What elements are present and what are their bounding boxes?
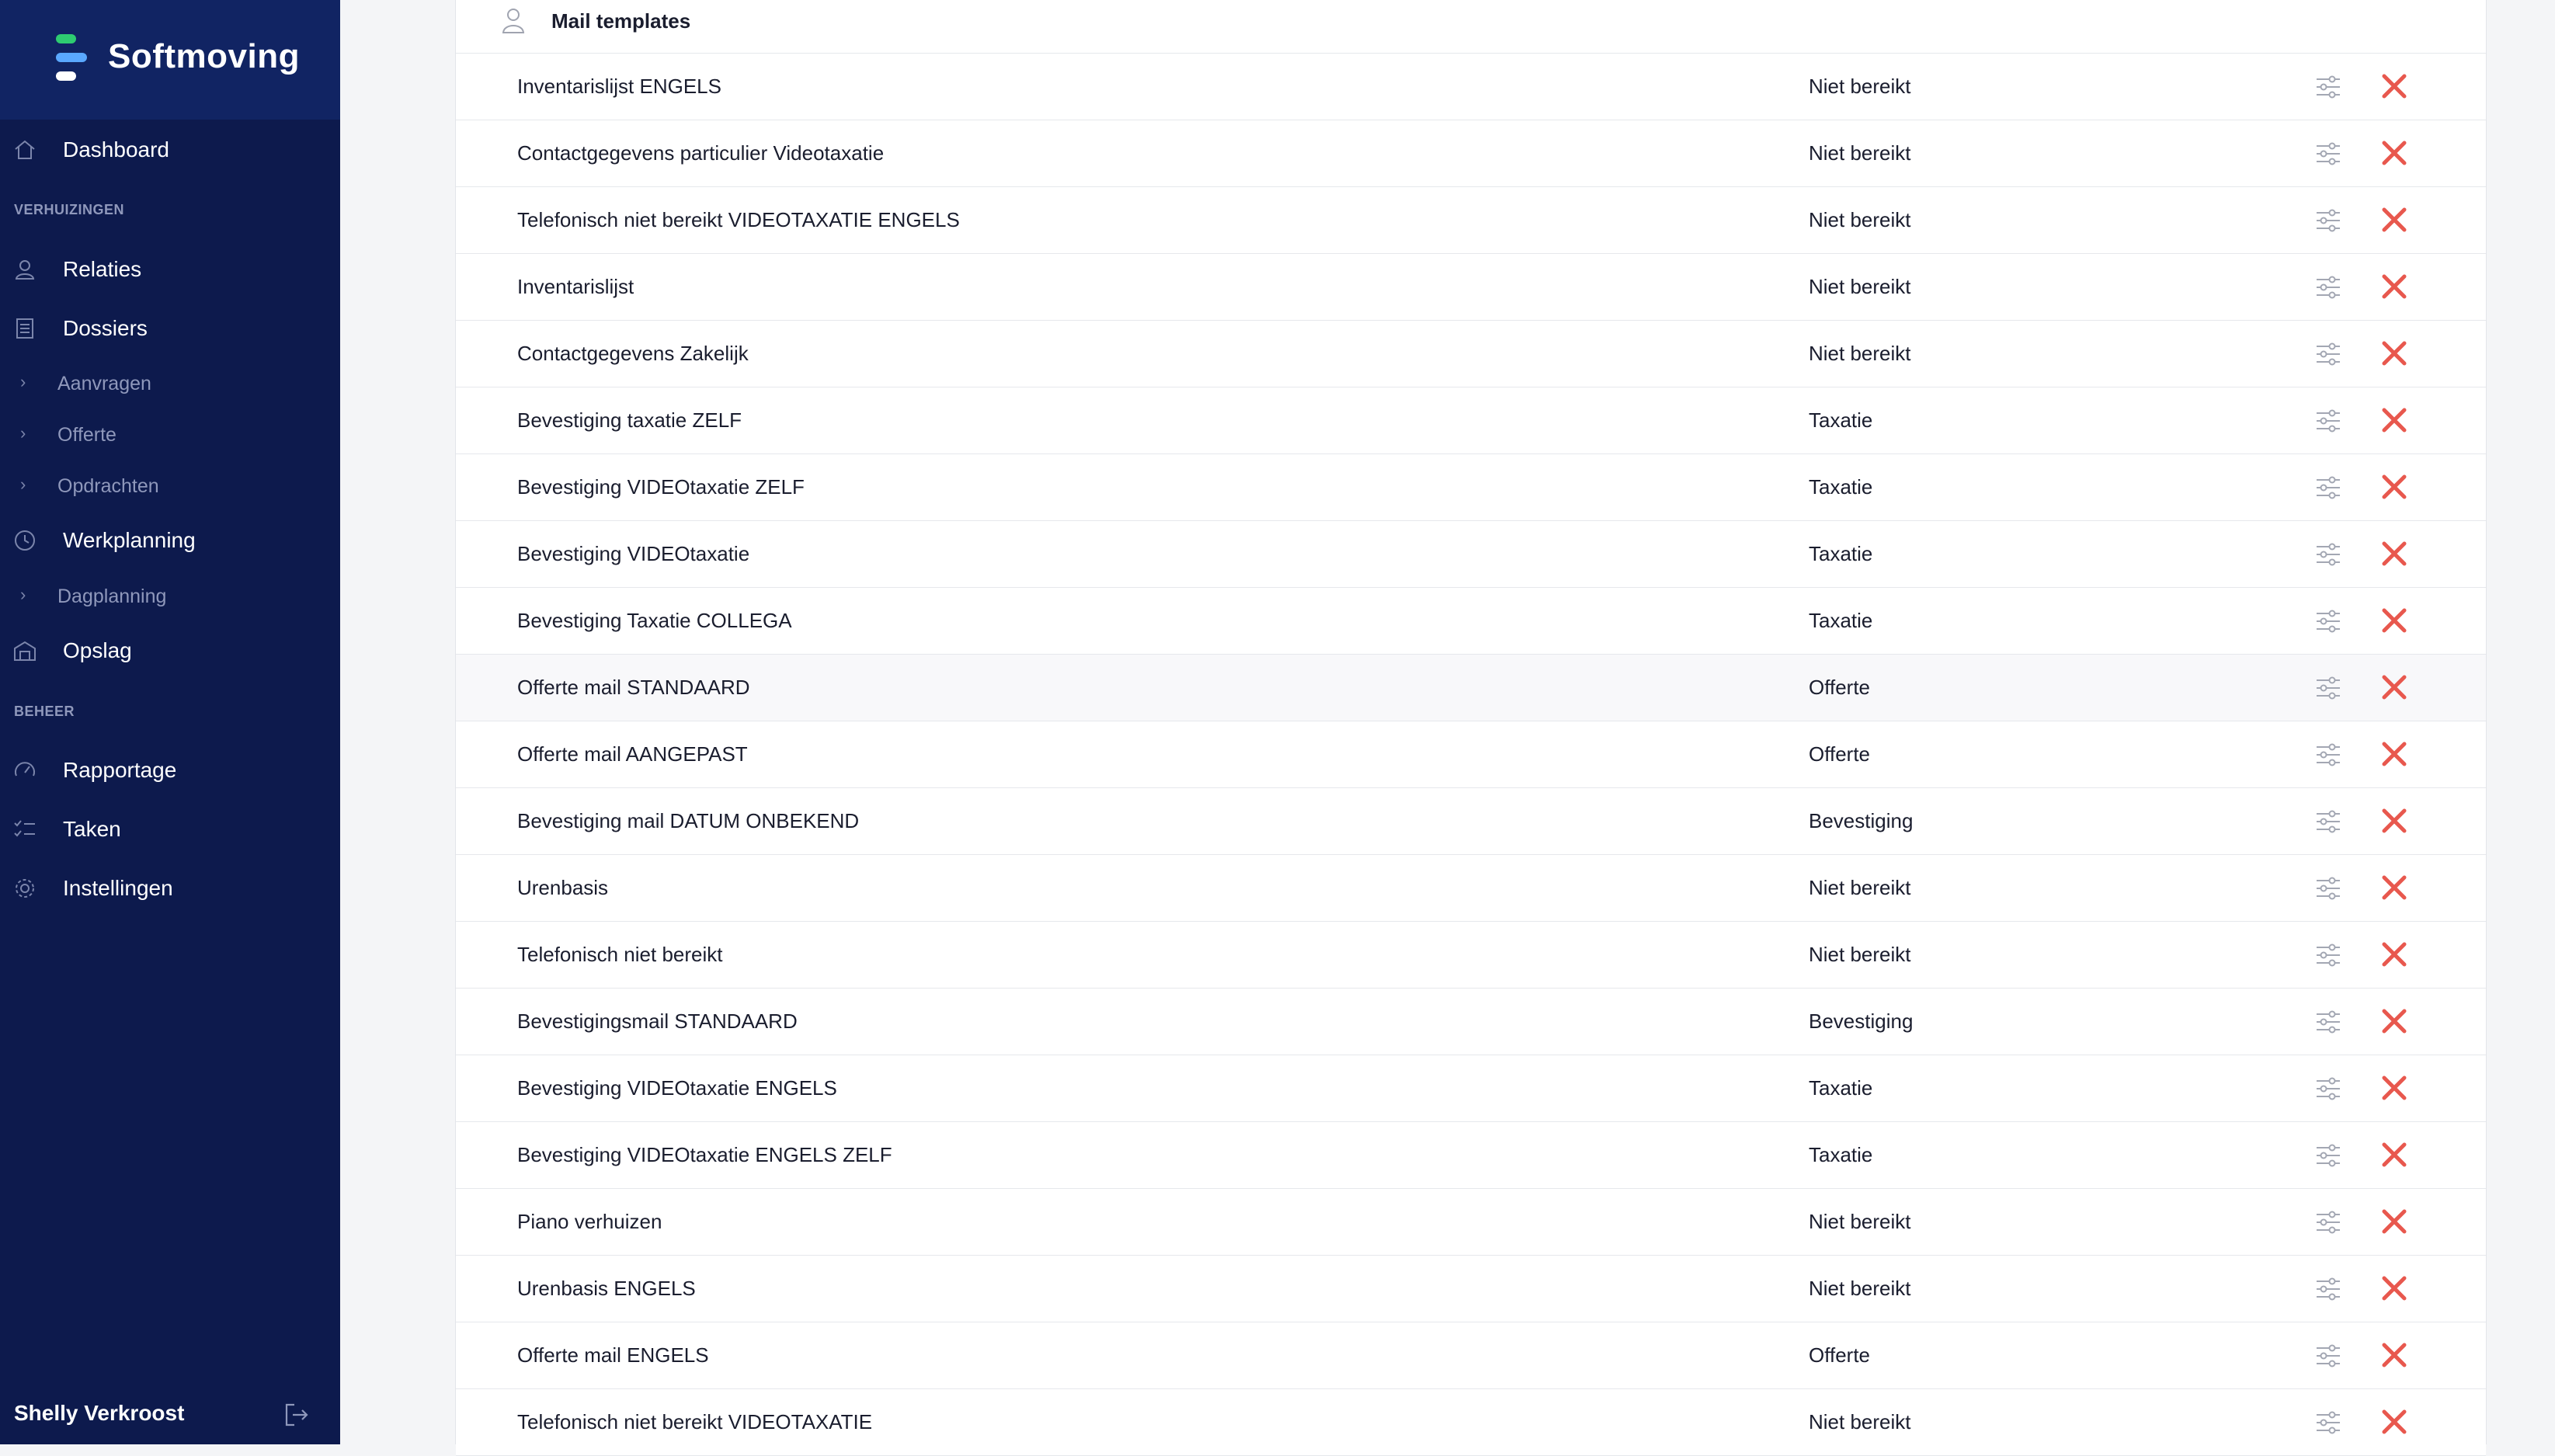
template-category: Taxatie — [1809, 609, 1873, 632]
template-name: Bevestiging mail DATUM ONBEKEND — [517, 809, 860, 832]
table-row[interactable] — [456, 588, 2486, 655]
settings-sliders-icon[interactable] — [2315, 541, 2341, 568]
logout-icon[interactable] — [283, 1401, 311, 1429]
delete-x-icon[interactable] — [2380, 1074, 2408, 1102]
chevron-right-icon: › — [20, 423, 26, 443]
settings-sliders-icon[interactable] — [2315, 875, 2341, 902]
template-category: Taxatie — [1809, 1143, 1873, 1166]
table-row[interactable] — [456, 1256, 2486, 1322]
delete-x-icon[interactable] — [2380, 72, 2408, 100]
delete-x-icon[interactable] — [2380, 139, 2408, 167]
settings-sliders-icon[interactable] — [2315, 742, 2341, 768]
delete-x-icon[interactable] — [2380, 206, 2408, 234]
sidebar-item-label: Opslag — [63, 638, 132, 662]
template-name: Urenbasis ENGELS — [517, 1277, 696, 1300]
table-row[interactable] — [456, 788, 2486, 855]
delete-x-icon[interactable] — [2380, 1208, 2408, 1235]
settings-sliders-icon[interactable] — [2315, 942, 2341, 968]
table-row[interactable] — [456, 521, 2486, 588]
table-row[interactable] — [456, 54, 2486, 120]
settings-sliders-icon[interactable] — [2315, 1009, 2341, 1035]
sidebar-subitem-label: Opdrachten — [57, 475, 159, 497]
current-user-name: Shelly Verkroost — [14, 1401, 185, 1425]
chevron-right-icon: › — [20, 474, 26, 494]
delete-x-icon[interactable] — [2380, 473, 2408, 501]
template-category: Niet bereikt — [1809, 141, 1911, 165]
delete-x-icon[interactable] — [2380, 940, 2408, 968]
template-name: Telefonisch niet bereikt VIDEOTAXATIE ENGELS — [517, 208, 960, 231]
settings-sliders-icon[interactable] — [2315, 341, 2341, 367]
delete-x-icon[interactable] — [2380, 1007, 2408, 1035]
sidebar-subitem-aanvragen[interactable] — [0, 364, 340, 403]
delete-x-icon[interactable] — [2380, 1341, 2408, 1369]
warehouse-icon — [12, 638, 37, 663]
sidebar-subitem-offerte[interactable] — [0, 415, 340, 454]
template-name: Offerte mail STANDAARD — [517, 676, 750, 699]
document-icon — [12, 316, 37, 341]
template-name: Telefonisch niet bereikt — [517, 943, 723, 966]
template-name: Bevestiging VIDEOtaxatie ZELF — [517, 475, 805, 499]
chevron-right-icon: › — [20, 585, 26, 604]
delete-x-icon[interactable] — [2380, 740, 2408, 768]
delete-x-icon[interactable] — [2380, 406, 2408, 434]
user-icon — [500, 6, 527, 34]
template-name: Bevestigingsmail STANDAARD — [517, 1009, 798, 1033]
delete-x-icon[interactable] — [2380, 1141, 2408, 1169]
delete-x-icon[interactable] — [2380, 1408, 2408, 1436]
sidebar-subitem-label: Offerte — [57, 424, 116, 446]
table-row[interactable] — [456, 655, 2486, 721]
template-list — [456, 54, 2486, 1456]
template-name: Urenbasis — [517, 876, 609, 899]
chevron-right-icon: › — [20, 372, 26, 391]
table-row[interactable] — [456, 387, 2486, 454]
settings-sliders-icon[interactable] — [2315, 1343, 2341, 1369]
table-row[interactable] — [456, 922, 2486, 989]
table-row[interactable] — [456, 321, 2486, 387]
softmoving-logo-icon — [56, 34, 87, 81]
template-category: Bevestiging — [1809, 1009, 1914, 1033]
delete-x-icon[interactable] — [2380, 540, 2408, 568]
table-row[interactable] — [456, 454, 2486, 521]
settings-sliders-icon[interactable] — [2315, 141, 2341, 167]
sidebar-item-label: Taken — [63, 817, 121, 841]
settings-sliders-icon[interactable] — [2315, 608, 2341, 634]
template-name: Bevestiging VIDEOtaxatie — [517, 542, 750, 565]
template-category: Taxatie — [1809, 1076, 1873, 1100]
template-category: Niet bereikt — [1809, 1210, 1911, 1233]
template-category: Taxatie — [1809, 542, 1873, 565]
sidebar-item-instellingen[interactable] — [0, 865, 340, 912]
template-name: Piano verhuizen — [517, 1210, 662, 1233]
sidebar-subitem-label: Dagplanning — [57, 586, 167, 607]
settings-sliders-icon[interactable] — [2315, 675, 2341, 701]
sidebar-item-label: Rapportage — [63, 758, 177, 782]
template-category: Niet bereikt — [1809, 943, 1911, 966]
sidebar-subitem-dagplanning[interactable] — [0, 577, 340, 616]
table-row[interactable] — [456, 1322, 2486, 1389]
table-row[interactable] — [456, 187, 2486, 254]
sidebar-item-werkplanning[interactable] — [0, 517, 340, 564]
template-category: Offerte — [1809, 676, 1871, 699]
gauge-icon — [12, 758, 37, 783]
settings-sliders-icon[interactable] — [2315, 808, 2341, 835]
sidebar-item-dashboard[interactable] — [0, 127, 340, 173]
section-heading-verhuizingen: VERHUIZINGEN — [14, 202, 125, 217]
settings-sliders-icon[interactable] — [2315, 274, 2341, 301]
template-name: Bevestiging VIDEOtaxatie ENGELS — [517, 1076, 837, 1100]
settings-sliders-icon[interactable] — [2315, 474, 2341, 501]
gear-icon — [12, 876, 37, 901]
sidebar-subitem-opdrachten[interactable] — [0, 467, 340, 506]
template-category: Niet bereikt — [1809, 876, 1911, 899]
settings-sliders-icon[interactable] — [2315, 207, 2341, 234]
delete-x-icon[interactable] — [2380, 273, 2408, 301]
template-name: Offerte mail AANGEPAST — [517, 742, 748, 766]
sidebar — [0, 0, 340, 1444]
table-row[interactable] — [456, 1389, 2486, 1456]
sidebar-item-label: Werkplanning — [63, 528, 196, 552]
template-name: Bevestiging taxatie ZELF — [517, 408, 742, 432]
sidebar-item-taken[interactable] — [0, 806, 340, 853]
delete-x-icon[interactable] — [2380, 606, 2408, 634]
table-row[interactable] — [456, 721, 2486, 788]
table-row[interactable] — [456, 855, 2486, 922]
template-category: Offerte — [1809, 1343, 1871, 1367]
template-name: Contactgegevens particulier Videotaxatie — [517, 141, 885, 165]
template-category: Niet bereikt — [1809, 75, 1911, 98]
sidebar-subitem-label: Aanvragen — [57, 373, 151, 394]
section-heading-beheer: BEHEER — [14, 704, 75, 719]
template-category: Niet bereikt — [1809, 275, 1911, 298]
table-row[interactable] — [456, 1122, 2486, 1189]
table-row[interactable] — [456, 120, 2486, 187]
template-name: Offerte mail ENGELS — [517, 1343, 709, 1367]
template-name: Inventarislijst — [517, 275, 634, 298]
settings-sliders-icon[interactable] — [2315, 1209, 2341, 1235]
brand-header — [0, 0, 340, 120]
template-name: Bevestiging VIDEOtaxatie ENGELS ZELF — [517, 1143, 892, 1166]
delete-x-icon[interactable] — [2380, 673, 2408, 701]
panel-header — [456, 0, 2486, 54]
user-icon — [12, 257, 37, 282]
delete-x-icon[interactable] — [2380, 807, 2408, 835]
template-category: Bevestiging — [1809, 809, 1914, 832]
sidebar-item-label: Dossiers — [63, 316, 148, 340]
template-name: Contactgegevens Zakelijk — [517, 342, 749, 365]
template-name: Inventarislijst ENGELS — [517, 75, 721, 98]
settings-sliders-icon[interactable] — [2315, 74, 2341, 100]
delete-x-icon[interactable] — [2380, 874, 2408, 902]
brand-name: Softmoving — [108, 37, 300, 75]
template-category: Taxatie — [1809, 475, 1873, 499]
sidebar-item-opslag[interactable] — [0, 627, 340, 674]
table-row[interactable] — [456, 1055, 2486, 1122]
settings-sliders-icon[interactable] — [2315, 1276, 2341, 1302]
template-category: Niet bereikt — [1809, 342, 1911, 365]
template-name: Bevestiging Taxatie COLLEGA — [517, 609, 792, 632]
sidebar-item-dossiers[interactable] — [0, 305, 340, 352]
home-icon — [12, 137, 37, 162]
sidebar-item-relaties[interactable] — [0, 246, 340, 293]
settings-sliders-icon[interactable] — [2315, 1075, 2341, 1102]
table-row[interactable] — [456, 989, 2486, 1055]
sidebar-item-label: Relaties — [63, 257, 142, 281]
table-row[interactable] — [456, 1189, 2486, 1256]
mail-templates-panel — [455, 0, 2487, 1444]
template-category: Offerte — [1809, 742, 1871, 766]
delete-x-icon[interactable] — [2380, 1274, 2408, 1302]
template-category: Niet bereikt — [1809, 1410, 1911, 1433]
delete-x-icon[interactable] — [2380, 339, 2408, 367]
page-title: Mail templates — [551, 9, 691, 33]
template-category: Niet bereikt — [1809, 208, 1911, 231]
settings-sliders-icon[interactable] — [2315, 408, 2341, 434]
template-name: Telefonisch niet bereikt VIDEOTAXATIE — [517, 1410, 873, 1433]
sidebar-item-rapportage[interactable] — [0, 747, 340, 794]
template-category: Taxatie — [1809, 408, 1873, 432]
template-category: Niet bereikt — [1809, 1277, 1911, 1300]
table-row[interactable] — [456, 254, 2486, 321]
sidebar-item-label: Instellingen — [63, 876, 173, 900]
clock-icon — [12, 528, 37, 553]
checklist-icon — [12, 817, 37, 842]
settings-sliders-icon[interactable] — [2315, 1409, 2341, 1436]
settings-sliders-icon[interactable] — [2315, 1142, 2341, 1169]
sidebar-item-label: Dashboard — [63, 137, 169, 162]
